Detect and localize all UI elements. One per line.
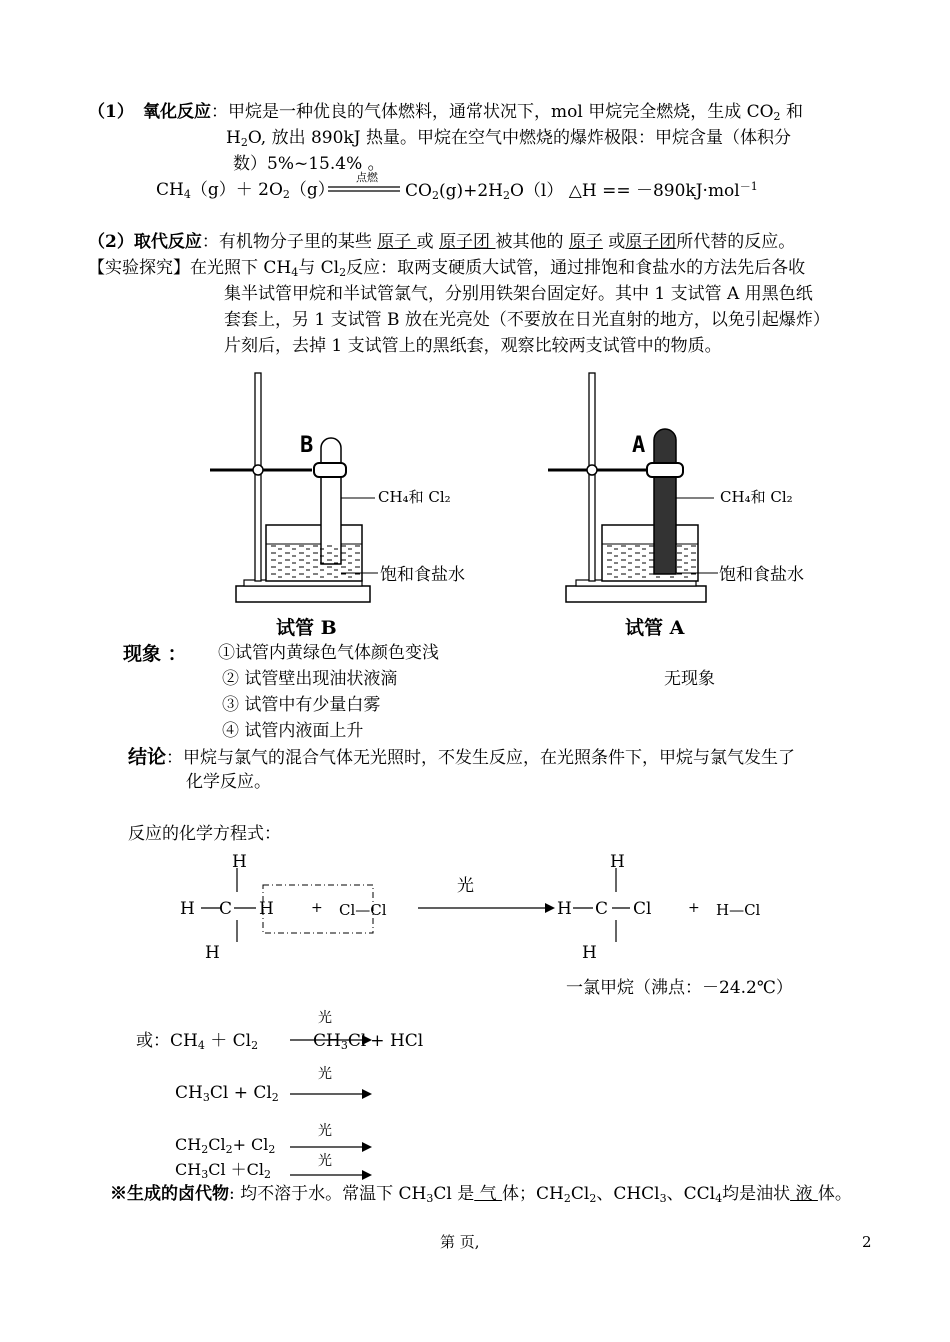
- brine-label-b: 饱和食盐水: [380, 565, 465, 585]
- sub: 2: [589, 1192, 597, 1205]
- sub: 2: [201, 1143, 209, 1156]
- text: CH: [156, 180, 184, 200]
- sub: 2: [268, 1143, 276, 1156]
- alt-equation-arrows: [280, 1030, 400, 1190]
- experiment-label: 【实验探究】: [88, 258, 190, 278]
- sub: 2: [773, 110, 781, 123]
- section1-text-a: ：甲烷是一种优良的气体燃料，通常状况下，mol 甲烷完全燃烧，生成 CO: [211, 102, 774, 122]
- alt-equation-4: [175, 1160, 271, 1181]
- methane-right-h: H: [259, 899, 274, 919]
- sub: 4: [715, 1192, 723, 1205]
- phenomenon-item: ③ 试管中有少量白雾: [222, 695, 381, 715]
- conclusion-label: 结论: [128, 746, 167, 768]
- text: Cl: [570, 1184, 590, 1204]
- sub: 3: [202, 1091, 210, 1104]
- experiment-line4: 片刻后，去掉 1 支试管上的黑纸套，观察比较两支试管中的物质。: [224, 336, 722, 356]
- text: CH: [170, 1031, 198, 1051]
- text: (g)+2H: [438, 181, 503, 201]
- underlined-term: 原子团: [439, 232, 496, 252]
- section1-line3: 数）5%~15.4% 。: [233, 154, 385, 174]
- sub: 2: [563, 1192, 571, 1205]
- combustion-equation-left: [156, 180, 335, 201]
- text: H: [226, 128, 241, 148]
- product-name: 一氯甲烷（沸点：－24.2℃）: [566, 978, 793, 998]
- light-condition: 光: [318, 1010, 332, 1026]
- conclusion-line2: 化学反应。: [186, 772, 271, 792]
- product-top-h: H: [610, 852, 625, 872]
- methane-left-h: H: [180, 899, 195, 919]
- alt-equation-1: [136, 1031, 258, 1052]
- tube-b-letter: B: [300, 433, 314, 458]
- experiment-line2: 集半试管甲烷和半试管氯气，分别用铁架台固定好。其中 1 支试管 A 用黑色纸: [224, 284, 813, 304]
- section1-line2: [226, 128, 791, 149]
- chlorine-molecule: Cl—Cl: [339, 901, 387, 919]
- text: Cl: [208, 1135, 226, 1154]
- combustion-equation-right: [405, 180, 758, 202]
- footer-page-label: 第 页,: [440, 1233, 480, 1251]
- methane-bottom-h: H: [205, 943, 220, 963]
- sub: 4: [291, 266, 299, 279]
- light-condition: 光: [457, 876, 474, 896]
- text: Cl 是: [433, 1184, 475, 1204]
- section2-line: [88, 232, 795, 252]
- sub: 2: [240, 136, 248, 149]
- sub: 2: [264, 1168, 272, 1181]
- methane-carbon: C: [219, 899, 233, 919]
- product-left-h: H: [557, 899, 572, 919]
- section1-line1: [143, 102, 803, 123]
- phenomenon-item: ② 试管壁出现油状液滴: [222, 669, 398, 689]
- text: O, 放出 890kJ 热量。甲烷在空气中燃烧的爆炸极限：甲烷含量（体积分: [247, 128, 791, 148]
- underlined-term: 原子团: [625, 232, 677, 252]
- alt-equation-1-product: [313, 1031, 423, 1052]
- sup: －1: [739, 180, 758, 193]
- page-number: 2: [862, 1233, 872, 1251]
- equals-sign-icon: [328, 185, 400, 195]
- text: ：有机物分子里的某些: [201, 232, 378, 252]
- underlined-term: 原子: [568, 232, 603, 252]
- hcl-molecule: H—Cl: [716, 901, 761, 919]
- stand-a: [548, 373, 718, 602]
- text: 反应：取两支硬质大试管，通过排饱和食盐水的方法先后各收: [346, 258, 806, 278]
- product-right-cl: Cl: [633, 899, 652, 919]
- sub: 2: [225, 1143, 233, 1156]
- text: ＋ Cl: [204, 1031, 252, 1051]
- sub: 2: [431, 189, 439, 202]
- underlined-term: 气: [474, 1184, 503, 1204]
- halide-note: [110, 1184, 852, 1205]
- phenomenon-tube-a: 无现象: [664, 669, 715, 689]
- underlined-term: 液: [790, 1184, 818, 1204]
- tube-a-letter: A: [632, 433, 646, 458]
- text: CH: [175, 1160, 202, 1179]
- sub: 2: [251, 1039, 259, 1052]
- sub: 3: [659, 1192, 667, 1205]
- sub: 3: [340, 1039, 348, 1052]
- text: 被其他的: [495, 232, 569, 252]
- methane-top-h: H: [232, 852, 247, 872]
- phenomena-label: 现象 ：: [123, 643, 187, 665]
- text: 所代替的反应。: [676, 232, 796, 252]
- text: 体；CH: [502, 1184, 564, 1204]
- sub: 2: [339, 266, 347, 279]
- plus-sign: +: [311, 900, 323, 916]
- stand-b: [210, 373, 378, 602]
- section1-title: 氧化反应: [143, 102, 211, 122]
- section1-text-b: 和: [780, 102, 803, 122]
- caption-tube-a: 试管 A: [625, 617, 685, 639]
- text: 均是油状: [722, 1184, 791, 1204]
- text: CH: [175, 1135, 202, 1154]
- text: O（l） △H == －890kJ·mol: [510, 181, 740, 201]
- sub: 3: [426, 1192, 434, 1205]
- plus-sign: +: [688, 900, 700, 916]
- alt-equation-2: [175, 1083, 279, 1104]
- experiment-line1: [88, 258, 805, 279]
- phenomenon-item: ①试管内黄绿色气体颜色变浅: [218, 643, 439, 663]
- light-condition: 光: [318, 1066, 332, 1082]
- sub: 4: [183, 188, 191, 201]
- gas-label-b: CH₄和 Cl₂: [378, 488, 451, 506]
- or-label: 或：: [136, 1031, 170, 1051]
- product-carbon: C: [595, 899, 609, 919]
- underlined-term: 原子: [377, 232, 417, 252]
- text: + Cl: [232, 1135, 269, 1154]
- brine-label-a: 饱和食盐水: [719, 565, 804, 585]
- light-condition: 光: [318, 1153, 332, 1169]
- light-condition: 光: [318, 1123, 332, 1139]
- sub: 2: [503, 189, 510, 202]
- text: CO: [405, 181, 432, 201]
- text: （g）＋ 2O: [190, 180, 283, 200]
- section2-title: （2）取代反应: [88, 232, 202, 252]
- text: 体。: [817, 1184, 852, 1204]
- text: 或: [602, 232, 626, 252]
- text: Cl: [347, 1031, 367, 1051]
- text: Cl ＋Cl: [208, 1160, 265, 1179]
- text: ：甲烷与氯气的混合气体无光照时，不发生反应，在光照条件下，甲烷与氯气发生了: [166, 748, 796, 768]
- text: （g）: [289, 180, 335, 200]
- sub: 2: [282, 188, 290, 201]
- text: CH: [313, 1031, 341, 1051]
- experiment-line3: 套套上，另 1 支试管 B 放在光亮处（不要放在日光直射的地方，以免引起爆炸）: [224, 310, 830, 330]
- text: 或: [416, 232, 440, 252]
- gas-label-a: CH₄和 Cl₂: [720, 488, 793, 506]
- equation-title: 反应的化学方程式：: [128, 824, 281, 844]
- phenomenon-item: ④ 试管内液面上升: [222, 721, 364, 741]
- text: : 均不溶于水。常温下 CH: [229, 1184, 427, 1204]
- text: 与 Cl: [298, 258, 340, 278]
- conclusion-line1: [128, 746, 795, 769]
- text: 、CCl: [666, 1184, 716, 1204]
- sub: 2: [271, 1091, 279, 1104]
- text: 在光照下 CH: [190, 258, 292, 278]
- sub: 3: [201, 1168, 209, 1181]
- caption-tube-b: 试管 B: [276, 617, 337, 639]
- alt-equation-3: [175, 1135, 275, 1156]
- text: CH: [175, 1083, 203, 1103]
- section1-number: （1）: [88, 102, 134, 122]
- combustion-condition: 点燃: [356, 171, 378, 184]
- sub: 4: [197, 1039, 205, 1052]
- product-bottom-h: H: [582, 943, 597, 963]
- text: + HCl: [370, 1031, 424, 1051]
- text: 、CHCl: [596, 1184, 660, 1204]
- note-label: ※生成的卤代物: [110, 1184, 229, 1204]
- text: Cl + Cl: [209, 1083, 272, 1103]
